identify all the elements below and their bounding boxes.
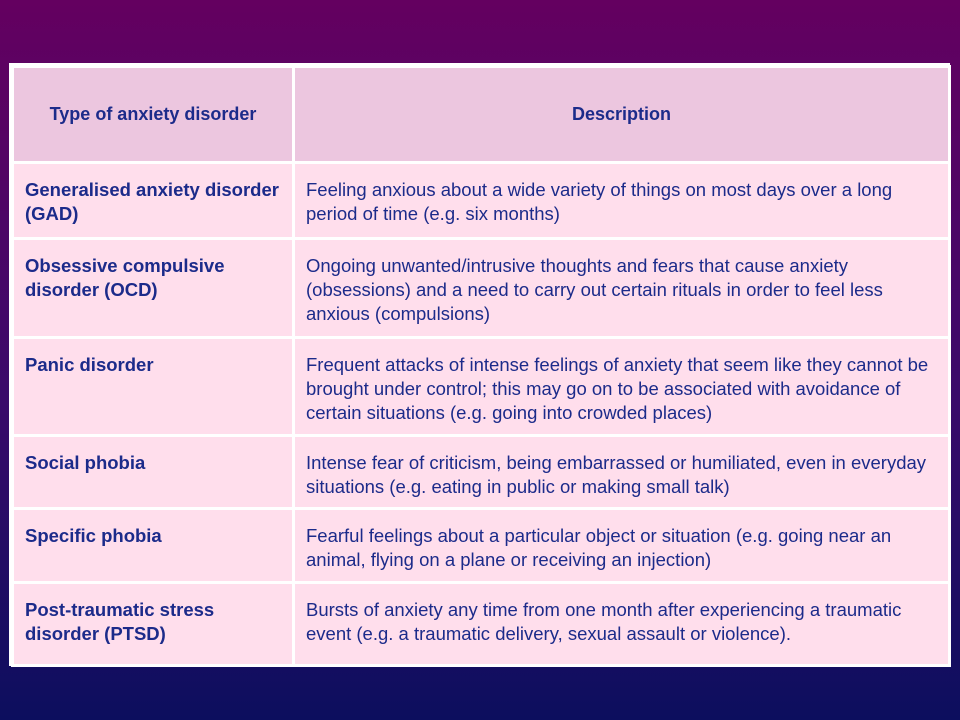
table-row: [13, 338, 950, 436]
disorder-type-cell: Social phobia: [13, 436, 294, 509]
disorder-type-cell: Generalised anxiety disorder (GAD): [13, 163, 294, 239]
table-row: [13, 509, 950, 583]
disorder-type-cell: Specific phobia: [13, 509, 294, 583]
disorder-description-cell: Ongoing unwanted/intrusive thoughts and fears that cause anxiety (obsessions) and a need to carry out certain rituals in order to feel less anxious (compulsions): [294, 239, 950, 338]
disorder-description-cell: Fearful feelings about a particular object or situation (e.g. going near an animal, flying on a plane or receiving an injection): [294, 509, 950, 583]
anxiety-disorders-table: [11, 65, 951, 667]
table-row: [13, 239, 950, 338]
table-row: [13, 583, 950, 666]
column-header-type: Type of anxiety disorder: [13, 67, 294, 163]
disorder-description-cell: Frequent attacks of intense feelings of anxiety that seem like they cannot be brought under control; this may go on to be associated with avoidance of certain situations (e.g. going into crowded places): [294, 338, 950, 436]
disorder-description-cell: Feeling anxious about a wide variety of things on most days over a long period of time (e.g. six months): [294, 163, 950, 239]
disorder-description-cell: Bursts of anxiety any time from one month after experiencing a traumatic event (e.g. a traumatic delivery, sexual assault or violence).: [294, 583, 950, 666]
table-header-row: [13, 67, 950, 163]
disorder-description-cell: Intense fear of criticism, being embarrassed or humiliated, even in everyday situations (e.g. eating in public or making small talk): [294, 436, 950, 509]
disorder-type-cell: Obsessive compulsive disorder (OCD): [13, 239, 294, 338]
disorder-type-cell: Panic disorder: [13, 338, 294, 436]
table-panel: [9, 63, 950, 666]
column-header-description: Description: [294, 67, 950, 163]
disorder-type-cell: Post-traumatic stress disorder (PTSD): [13, 583, 294, 666]
table-row: [13, 436, 950, 509]
table-row: [13, 163, 950, 239]
